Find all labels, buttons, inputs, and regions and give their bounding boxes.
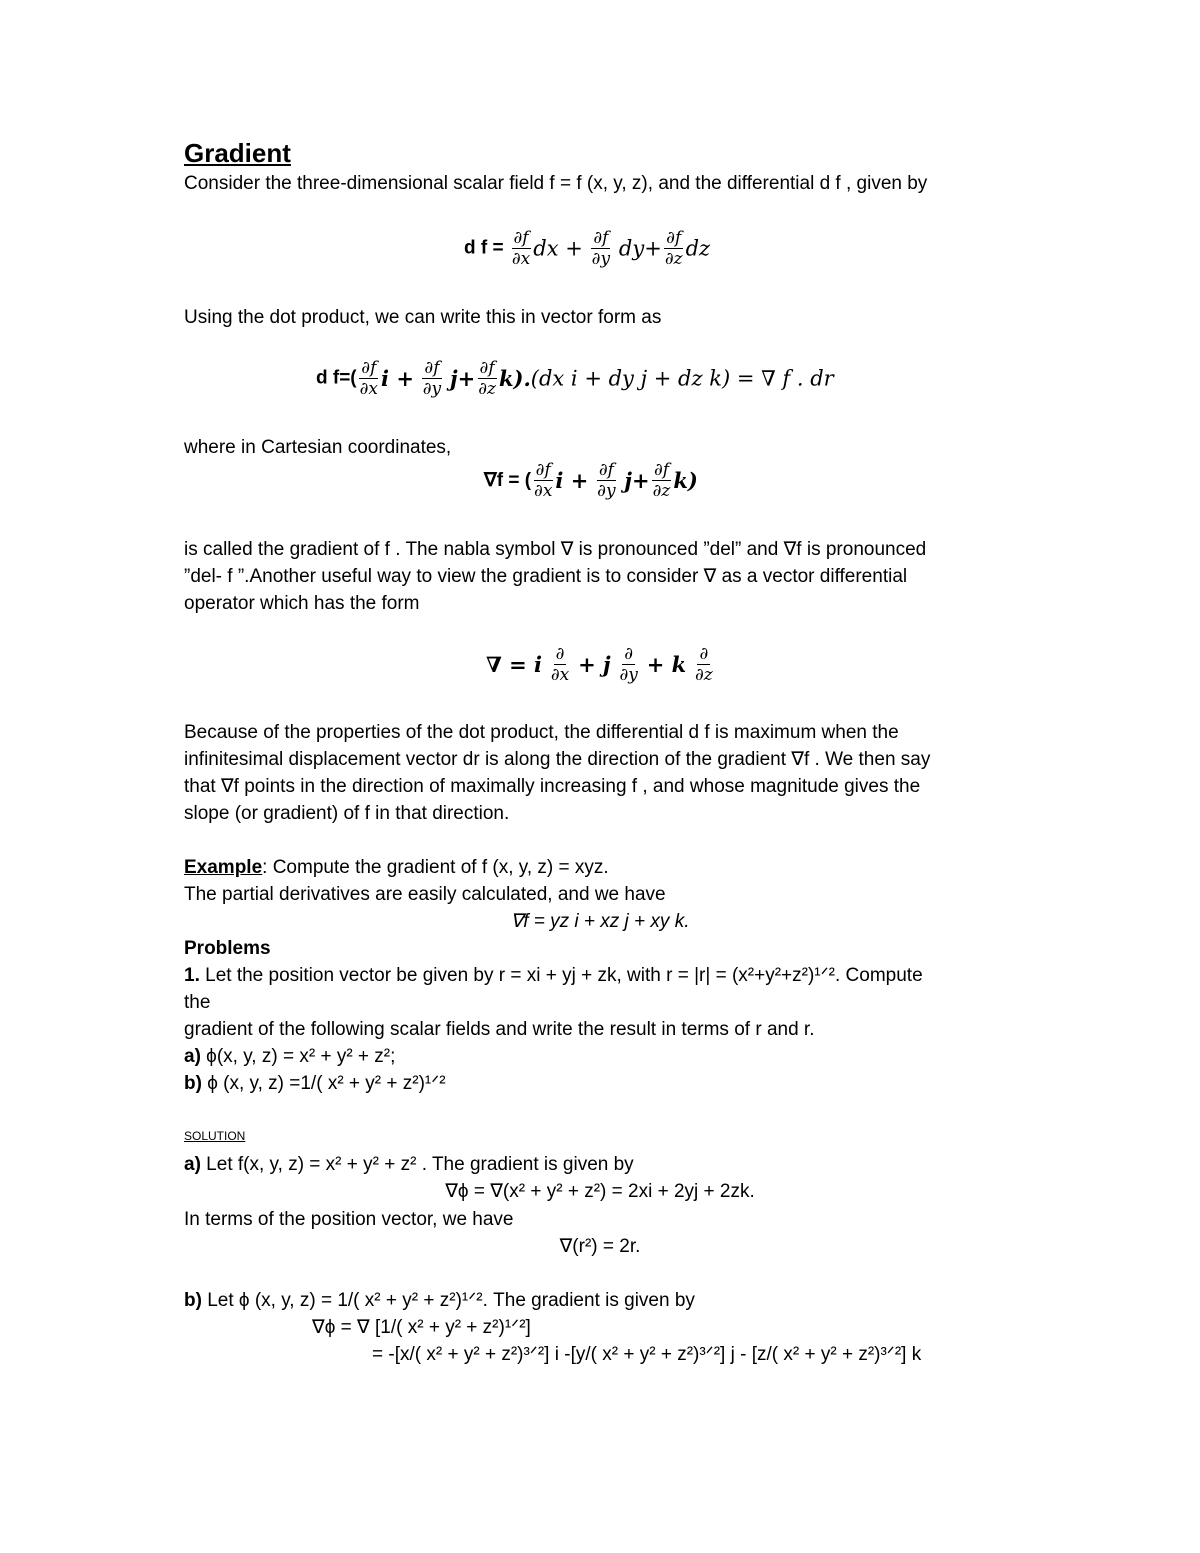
eq2-frac-z: $\frac{\partial f}{\partial z}$ [478,358,496,399]
eq2-frac-x: $\frac{\partial f}{\partial x}$ [359,358,379,399]
eq2-rest: (dx i + dy j + dz k) = ∇ f . dr [530,366,834,391]
eq4-j: + j [578,652,611,677]
intro-paragraph: Consider the three-dimensional scalar field f = f (x, y, z), and the differential d f , given by [184,173,928,194]
solution-b-equation-1: ∇ϕ = ∇ [1/( x² + y² + z²)¹ᐟ²] [312,1317,531,1338]
problem-a-line [184,1045,395,1069]
dot-product-text: Using the dot product, we can write this in vector form as [184,307,662,328]
dot-property-line-2: infinitesimal displacement vector dr is along the direction of the gradient ∇f . We then say [184,749,931,770]
example-line-2: The partial derivatives are easily calculated, and we have [184,884,666,905]
solution-b-text: Let ϕ (x, y, z) = 1/( x² + y² + z²)¹ᐟ². The gradient is given by [201,1290,695,1311]
example-text: : Compute the gradient of f (x, y, z) = xyz. [262,857,609,878]
eq2-j: j+ [450,366,476,391]
page-title: Gradient [184,138,291,168]
partial-frac-x: $\frac{\partial f}{\partial x}$ [511,228,531,269]
problem-1-text: Let the position vector be given by r = xi + yj + zk, with r = |r| = (x²+y²+z²)¹ᐟ². Compute [199,965,923,986]
partial-frac-y: $\frac{\partial f}{\partial y}$ [591,228,611,269]
eq3-frac-z: $\frac{\partial f}{\partial z}$ [652,460,671,501]
problem-1-line [184,964,923,988]
cartesian-text: where in Cartesian coordinates, [184,437,452,458]
eq3-frac-x: $\frac{\partial f}{\partial x}$ [534,460,553,501]
gradient-definition-equation [484,460,698,501]
problem-b-text: ϕ (x, y, z) =1/( x² + y² + z²)¹ᐟ² [201,1073,446,1094]
problem-1-line-3: gradient of the following scalar fields and write the result in terms of r and r. [184,1019,815,1040]
eq1-term2: dy+ [618,236,662,261]
problem-a-text: ϕ(x, y, z) = x² + y² + z²; [200,1046,396,1067]
dot-property-line-1: Because of the properties of the dot product, the differential d f is maximum when the [184,722,899,743]
solution-label: SOLUTION [184,1129,246,1143]
eq4-frac-x: $\frac{\partial}{\partial x}$ [550,644,570,685]
solution-a-line [184,1153,634,1177]
eq4-lhs: ∇ = i [486,652,543,677]
solution-a-equation-2: ∇(r²) = 2r. [559,1236,641,1257]
solution-a-label: a) [184,1154,201,1175]
problem-1-the: the [184,992,211,1013]
dot-property-line-3: that ∇f points in the direction of maximally increasing f , and whose magnitude gives the [184,776,921,797]
eq4-frac-z: $\frac{\partial}{\partial z}$ [695,644,713,685]
vector-form-equation [316,358,834,399]
eq3-i: i + [555,468,589,493]
partial-frac-z: $\frac{\partial f}{\partial z}$ [664,228,683,269]
solution-b-equation-2: = -[x/( x² + y² + z²)³ᐟ²] i -[y/( x² + y² + z²)³ᐟ²] j - [z/( x² + y² + z²)³ᐟ²] k [372,1344,922,1365]
problem-b-line [184,1072,446,1096]
problem-b-label: b) [184,1073,202,1094]
eq2-lhs: d f=( [316,367,357,389]
solution-b-line [184,1289,695,1313]
eq3-frac-y: $\frac{\partial f}{\partial y}$ [597,460,616,501]
example-label: Example [184,857,263,878]
problem-a-label: a) [184,1046,201,1067]
example-line [184,856,609,880]
solution-b-label: b) [184,1290,202,1311]
eq2-k: k). [498,366,531,391]
eq4-k: + k [646,652,687,677]
dot-property-line-4: slope (or gradient) of f in that direction. [184,803,510,824]
problems-heading: Problems [184,938,271,959]
eq2-frac-y: $\frac{\partial f}{\partial y}$ [422,358,442,399]
solution-a-text: Let f(x, y, z) = x² + y² + z² . The gradient is given by [200,1154,634,1175]
eq3-k: k) [673,468,698,493]
eq4-frac-y: $\frac{\partial}{\partial y}$ [619,644,638,685]
nabla-operator-equation [486,644,716,685]
eq1-lhs: d f = [464,237,509,259]
eq3-j: j+ [624,468,650,493]
nabla-paragraph-line-1: is called the gradient of f . The nabla symbol ∇ is pronounced ”del” and ∇f is pronounced [184,539,927,560]
eq1-term1: dx + [533,236,583,261]
solution-a-equation: ∇ϕ = ∇(x² + y² + z²) = 2xi + 2yj + 2zk. [445,1181,755,1202]
nabla-paragraph-line-2: ”del- f ”.Another useful way to view the gradient is to consider ∇ as a vector differential [184,566,908,587]
example-result: ∇f = yz i + xz j + xy k. [510,911,690,932]
eq2-i: i + [381,366,414,391]
problem-1-number: 1. [184,965,200,986]
eq1-term3: dz [685,236,711,261]
differential-equation [464,228,710,269]
eq3-lhs: ∇f = ( [484,470,532,491]
nabla-paragraph-line-3: operator which has the form [184,593,420,614]
solution-a-line-3: In terms of the position vector, we have [184,1209,514,1230]
